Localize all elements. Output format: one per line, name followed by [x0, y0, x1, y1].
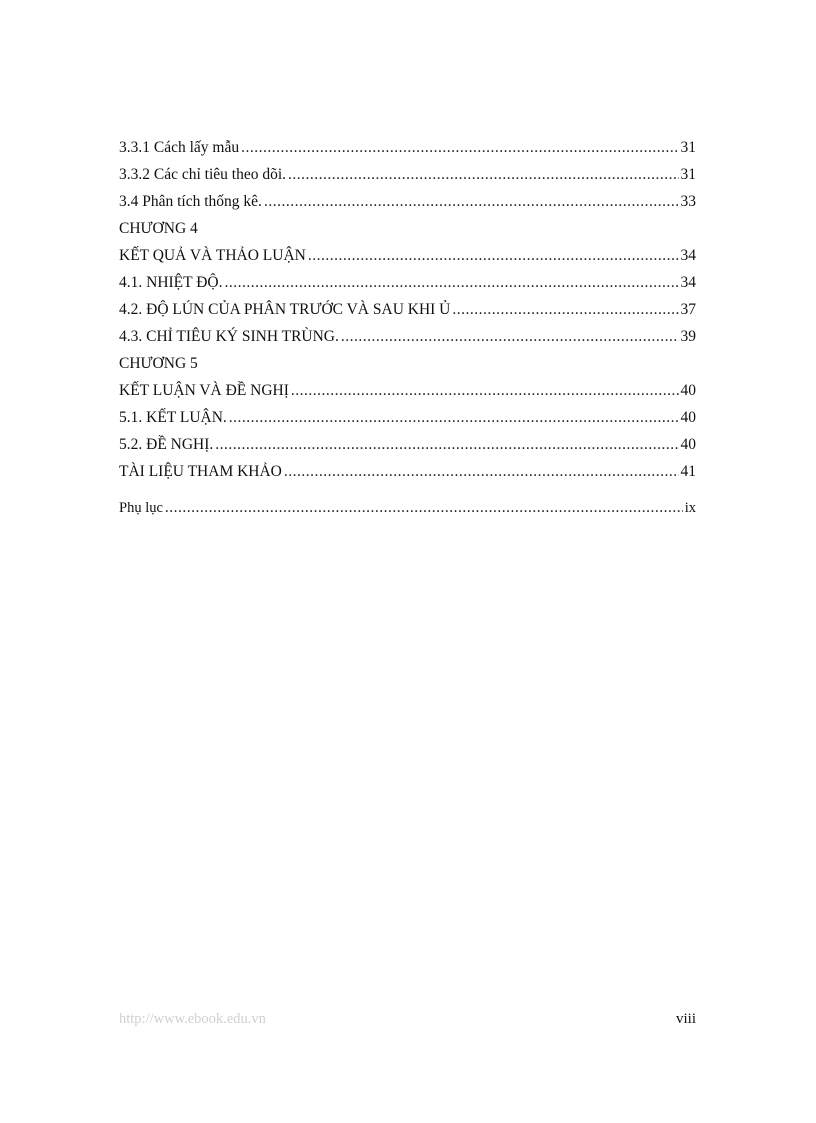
- toc-entry-appendix[interactable]: [119, 499, 696, 526]
- dot-leader: [288, 166, 678, 184]
- toc-entry[interactable]: [119, 247, 696, 274]
- toc-entry[interactable]: [119, 436, 696, 463]
- toc-chapter-label: CHƯƠNG 5: [119, 355, 198, 372]
- toc-entry-page: 31: [680, 139, 696, 156]
- toc-entry-page: 31: [680, 166, 696, 183]
- toc-entry[interactable]: [119, 382, 696, 409]
- toc-entry-title: 3.3.1 Cách lấy mẫu: [119, 139, 240, 156]
- table-of-contents: [119, 139, 696, 526]
- toc-entry[interactable]: [119, 409, 696, 436]
- dot-leader: [284, 463, 679, 481]
- toc-entry[interactable]: [119, 166, 696, 193]
- footer-url: http://www.ebook.edu.vn: [119, 1011, 266, 1027]
- toc-entry[interactable]: [119, 139, 696, 166]
- dot-leader: [229, 409, 679, 427]
- toc-entry-page: 41: [680, 463, 696, 480]
- toc-entry-title: TÀI LIỆU THAM KHẢO: [119, 463, 282, 480]
- footer-page-number: viii: [675, 1011, 696, 1027]
- toc-entry-title: 5.1. KẾT LUẬN.: [119, 409, 227, 426]
- toc-entry-title: 5.2. ĐỀ NGHỊ.: [119, 436, 214, 453]
- toc-entry-title: 4.1. NHIỆT ĐỘ.: [119, 274, 223, 291]
- toc-entry[interactable]: [119, 328, 696, 355]
- toc-chapter-label: CHƯƠNG 4: [119, 220, 198, 237]
- dot-leader: [224, 274, 678, 292]
- dot-leader: [341, 328, 679, 346]
- toc-entry-page: 33: [680, 193, 696, 210]
- toc-entry-title: Phụ lục: [119, 500, 163, 516]
- toc-entry[interactable]: [119, 463, 696, 490]
- toc-entry-page: 40: [680, 382, 696, 399]
- toc-entry-title: KẾT QUẢ VÀ THẢO LUẬN: [119, 247, 306, 264]
- dot-leader: [165, 499, 683, 517]
- toc-entry-page: 40: [680, 409, 696, 426]
- toc-entry-title: KẾT LUẬN VÀ ĐỀ NGHỊ: [119, 382, 289, 399]
- dot-leader: [452, 301, 678, 319]
- toc-entry-title: 3.3.2 Các chỉ tiêu theo dõi.: [119, 166, 287, 183]
- toc-entry-page: 34: [680, 274, 696, 291]
- dot-leader: [241, 139, 678, 157]
- toc-entry-page: 34: [680, 247, 696, 264]
- toc-entry-page: 40: [680, 436, 696, 453]
- toc-entry-page: 37: [680, 301, 696, 318]
- dot-leader: [308, 247, 679, 265]
- toc-chapter-heading: [119, 355, 696, 382]
- toc-entry[interactable]: [119, 301, 696, 328]
- toc-entry-title: 4.2. ĐỘ LÚN CỦA PHÂN TRƯỚC VÀ SAU KHI Ủ: [119, 301, 451, 318]
- toc-entry-page: ix: [684, 500, 696, 516]
- dot-leader: [264, 193, 679, 211]
- toc-entry[interactable]: [119, 274, 696, 301]
- toc-entry-page: 39: [680, 328, 696, 345]
- toc-entry[interactable]: [119, 193, 696, 220]
- toc-entry-title: 4.3. CHỈ TIÊU KÝ SINH TRÙNG.: [119, 328, 339, 345]
- toc-chapter-heading: [119, 220, 696, 247]
- dot-leader: [291, 382, 679, 400]
- dot-leader: [215, 436, 678, 454]
- toc-entry-title: 3.4 Phân tích thống kê.: [119, 193, 262, 210]
